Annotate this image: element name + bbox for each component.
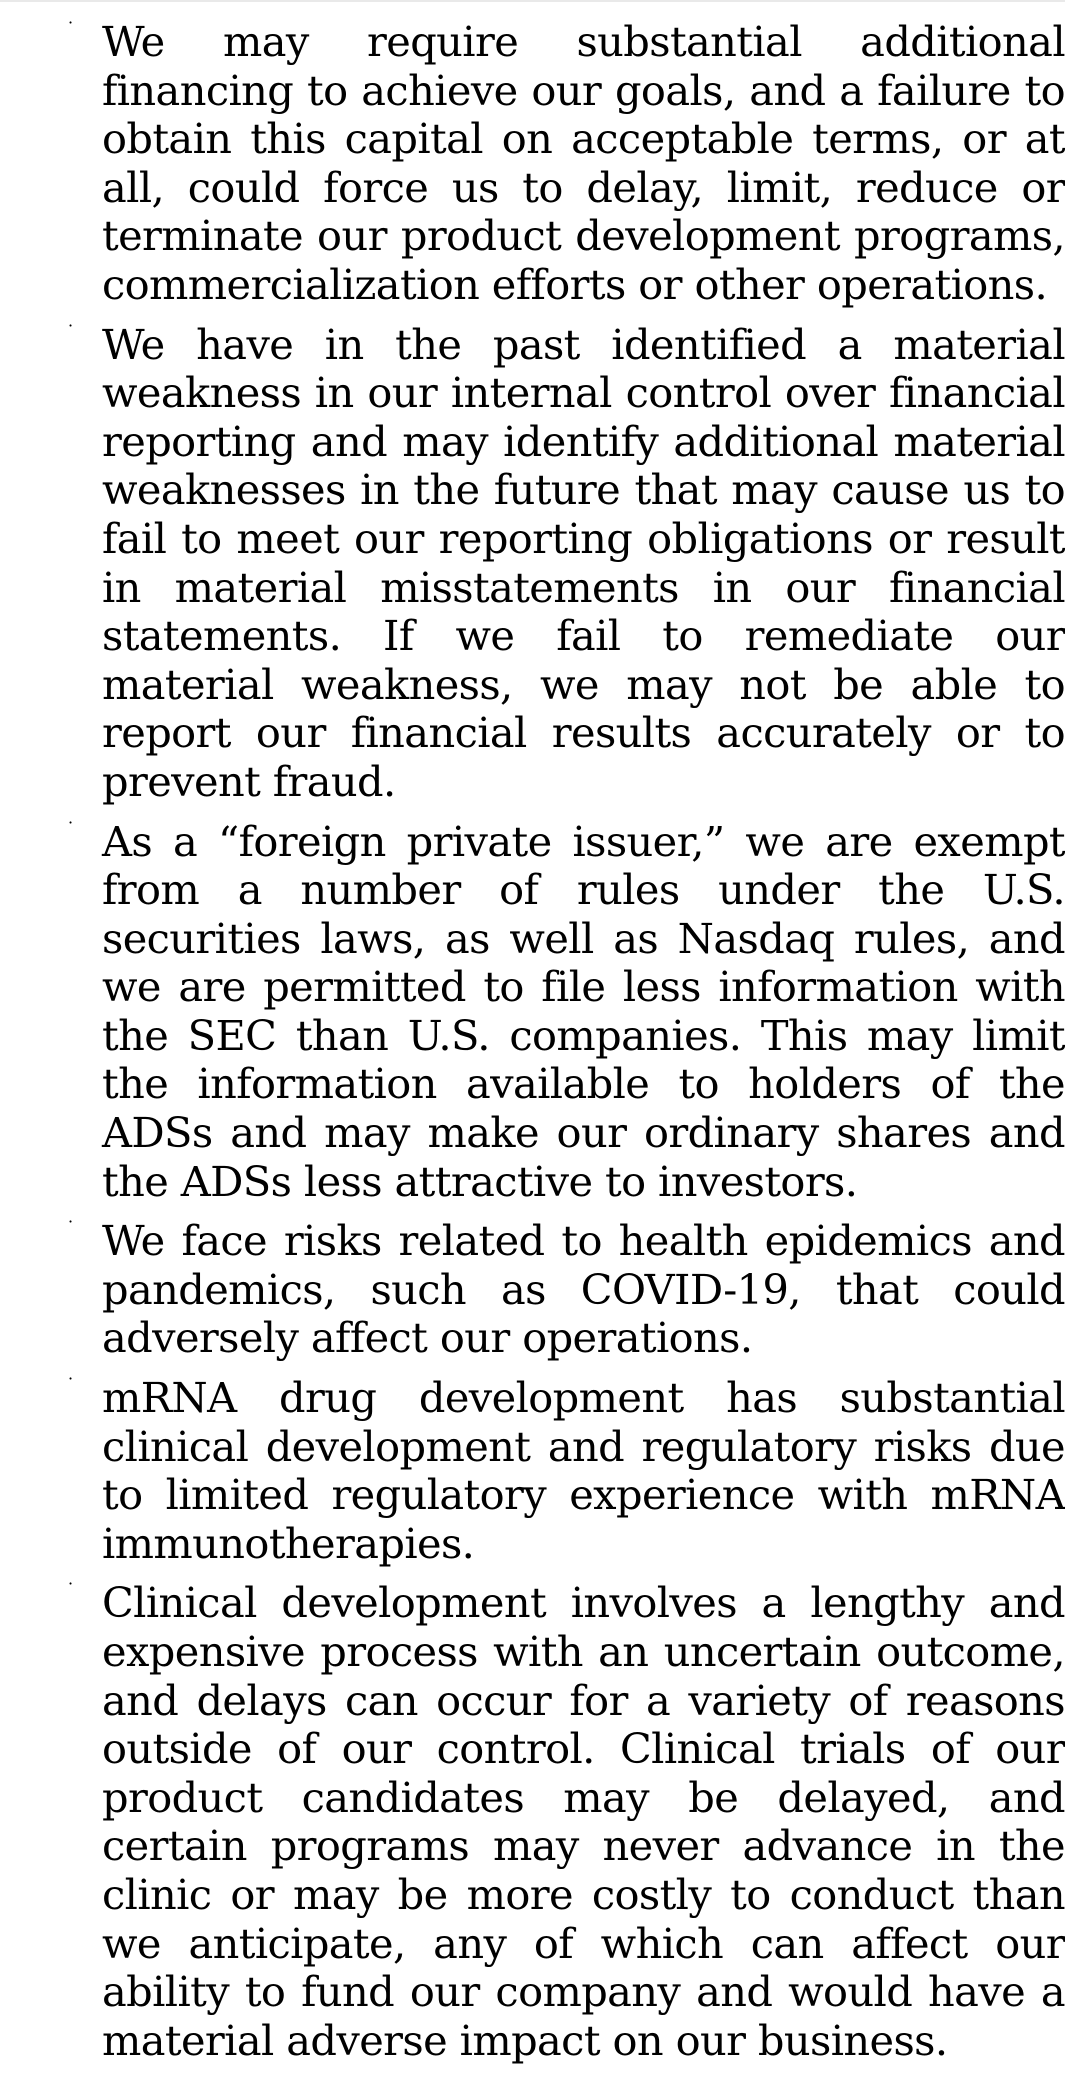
bullet-icon: · xyxy=(68,1212,74,1232)
risk-item-clinical-development xyxy=(0,1574,1065,2065)
bullet-icon: · xyxy=(68,1574,74,1594)
risk-item-mrna-regulatory xyxy=(0,1369,1065,1568)
risk-item-financing xyxy=(0,13,1065,310)
risk-item-text: We may require substantial additional financing to achieve our goals, and a failure to obtain this capital on acceptable terms, or at all, could force us to delay, limit, reduce or terminate our product development programs, commercialization efforts or other operations. xyxy=(102,17,1065,309)
bullet-icon: · xyxy=(68,1369,74,1389)
risk-item-foreign-private-issuer xyxy=(0,812,1065,1207)
risk-item-text: Clinical development involves a lengthy and expensive process with an uncertain outcome, and delays can occur for a variety of reasons outside of our control. Clinical trials of our product candidates may be delayed, and certain programs may never advance in the clinic or may be more costly to conduct than we anticipate, any of which can affect our ability to fund our company and would have a material adverse impact on our business. xyxy=(102,1578,1065,2065)
risk-item-text: As a “foreign private issuer,” we are exempt from a number of rules under the U.S. securities laws, as well as Nasdaq rules, and we are permitted to file less information with the SEC than U.S. companies. This may limit the information available to holders of the ADSs and may make our ordinary shares and the ADSs less attractive to investors. xyxy=(102,816,1065,1206)
bullet-icon: · xyxy=(68,812,74,832)
risk-item-pandemics xyxy=(0,1212,1065,1363)
risk-item-text: We face risks related to health epidemics and pandemics, such as COVID-19, that could adversely affect our operations. xyxy=(102,1216,1065,1363)
top-divider xyxy=(0,0,1065,2)
risk-item-text: mRNA drug development has substantial clinical development and regulatory risks due to limited regulatory experience with mRNA immunotherapies. xyxy=(102,1373,1065,1568)
risk-item-material-weakness xyxy=(0,315,1065,807)
risk-item-text: We have in the past identified a material weakness in our internal control over financial reporting and may identify additional material weaknesses in the future that may cause us to fail to meet our reporting obligations or result in material misstatements in our financial statements. If we fail to remediate our material weakness, we may not be able to report our financial results accurately or to prevent fraud. xyxy=(102,319,1065,806)
risk-factor-list xyxy=(0,13,1065,2076)
bullet-icon: · xyxy=(68,315,74,335)
bullet-icon: · xyxy=(68,13,74,32)
